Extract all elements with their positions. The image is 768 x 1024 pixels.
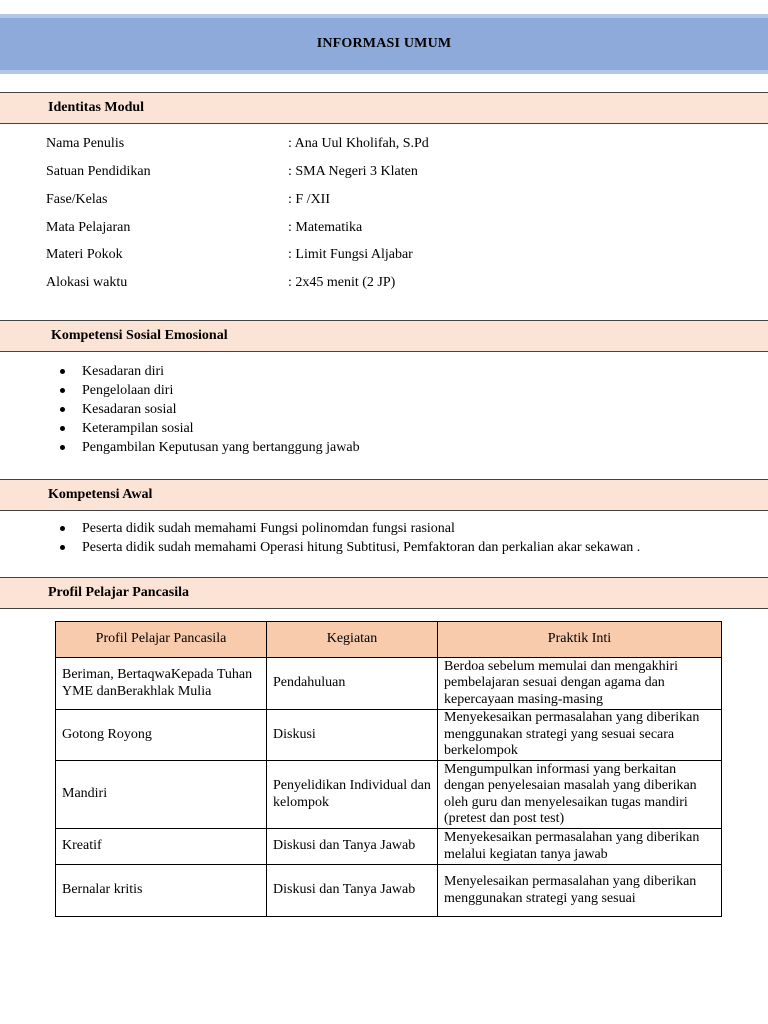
table-cell: Penyelidikan Individual dan kelompok: [267, 761, 438, 829]
list-item: Peserta didik sudah memahami Fungsi polinomdan fungsi rasional: [56, 519, 640, 538]
section-profil-pelajar: [0, 577, 768, 609]
section-heading: Profil Pelajar Pancasila: [48, 585, 190, 600]
page-title-banner: [0, 14, 768, 74]
section-heading: Kompetensi Sosial Emosional: [51, 328, 228, 343]
section-heading: Kompetensi Awal: [48, 487, 153, 502]
table-row: [56, 761, 722, 829]
identity-row-materi: [46, 245, 746, 265]
identity-value: : SMA Negeri 3 Klaten: [288, 164, 418, 179]
page-title: INFORMASI UMUM: [316, 36, 452, 51]
identity-label: Materi Pokok: [46, 247, 123, 262]
table-cell: Kreatif: [56, 829, 267, 865]
list-item: Pengambilan Keputusan yang bertanggung jawab: [56, 438, 360, 457]
table-cell: Diskusi dan Tanya Jawab: [267, 865, 438, 917]
kompetensi-awal-list: [56, 519, 640, 557]
identity-value: : Ana Uul Kholifah, S.Pd: [288, 136, 429, 151]
identity-row-satuan: [46, 162, 746, 182]
table-row: [56, 865, 722, 917]
identity-label: Fase/Kelas: [46, 192, 108, 207]
identity-label: Nama Penulis: [46, 136, 125, 151]
identity-value: : Matematika: [288, 220, 363, 235]
table-cell: Mandiri: [56, 761, 267, 829]
table-row: [56, 658, 722, 710]
list-item: Peserta didik sudah memahami Operasi hitung Subtitusi, Pemfaktoran dan perkalian akar sekawan .: [56, 538, 640, 557]
column-header: Kegiatan: [267, 622, 438, 658]
table-cell: Gotong Royong: [56, 710, 267, 761]
table-cell: Menyekesaikan permasalahan yang diberikan menggunakan strategi yang sesuai secara berkelompok: [438, 710, 722, 761]
column-header: Praktik Inti: [438, 622, 722, 658]
section-kompetensi-sosial: [0, 320, 768, 352]
identity-row-alokasi: [46, 273, 746, 293]
list-item: Pengelolaan diri: [56, 381, 360, 400]
table-cell: Beriman, BertaqwaKepada Tuhan YME danBerakhlak Mulia: [56, 658, 267, 710]
table-cell: Menyelesaikan permasalahan yang diberikan menggunakan strategi yang sesuai: [438, 865, 722, 917]
table-cell: Bernalar kritis: [56, 865, 267, 917]
table-row: [56, 829, 722, 865]
identity-value: : 2x45 menit (2 JP): [288, 275, 396, 290]
identity-row-penulis: [46, 134, 746, 154]
table-cell: Mengumpulkan informasi yang berkaitan dengan penyelesaian masalah yang diberikan oleh guru dan menyelesaikan tugas mandiri (pretest dan post test): [438, 761, 722, 829]
list-item: Kesadaran diri: [56, 362, 360, 381]
list-item: Keterampilan sosial: [56, 419, 360, 438]
identity-row-mapel: [46, 218, 746, 238]
table-cell: Diskusi dan Tanya Jawab: [267, 829, 438, 865]
identity-label: Alokasi waktu: [46, 275, 128, 290]
profil-table: [55, 621, 722, 917]
identity-value: : Limit Fungsi Aljabar: [288, 247, 413, 262]
list-item: Kesadaran sosial: [56, 400, 360, 419]
identity-value: : F /XII: [288, 192, 330, 207]
section-heading: Identitas Modul: [48, 100, 145, 115]
table-cell: Diskusi: [267, 710, 438, 761]
table-row: [56, 710, 722, 761]
identity-label: Mata Pelajaran: [46, 220, 131, 235]
kompetensi-sosial-list: [56, 362, 360, 457]
table-cell: Menyekesaikan permasalahan yang diberikan melalui kegiatan tanya jawab: [438, 829, 722, 865]
section-identitas-modul: [0, 92, 768, 124]
identity-row-fase: [46, 190, 746, 210]
table-cell: Pendahuluan: [267, 658, 438, 710]
identity-label: Satuan Pendidikan: [46, 164, 151, 179]
table-cell: Berdoa sebelum memulai dan mengakhiri pembelajaran sesuai dengan agama dan kepercayaan masing-masing: [438, 658, 722, 710]
section-kompetensi-awal: [0, 479, 768, 511]
column-header: Profil Pelajar Pancasila: [56, 622, 267, 658]
table-header-row: [56, 622, 722, 658]
